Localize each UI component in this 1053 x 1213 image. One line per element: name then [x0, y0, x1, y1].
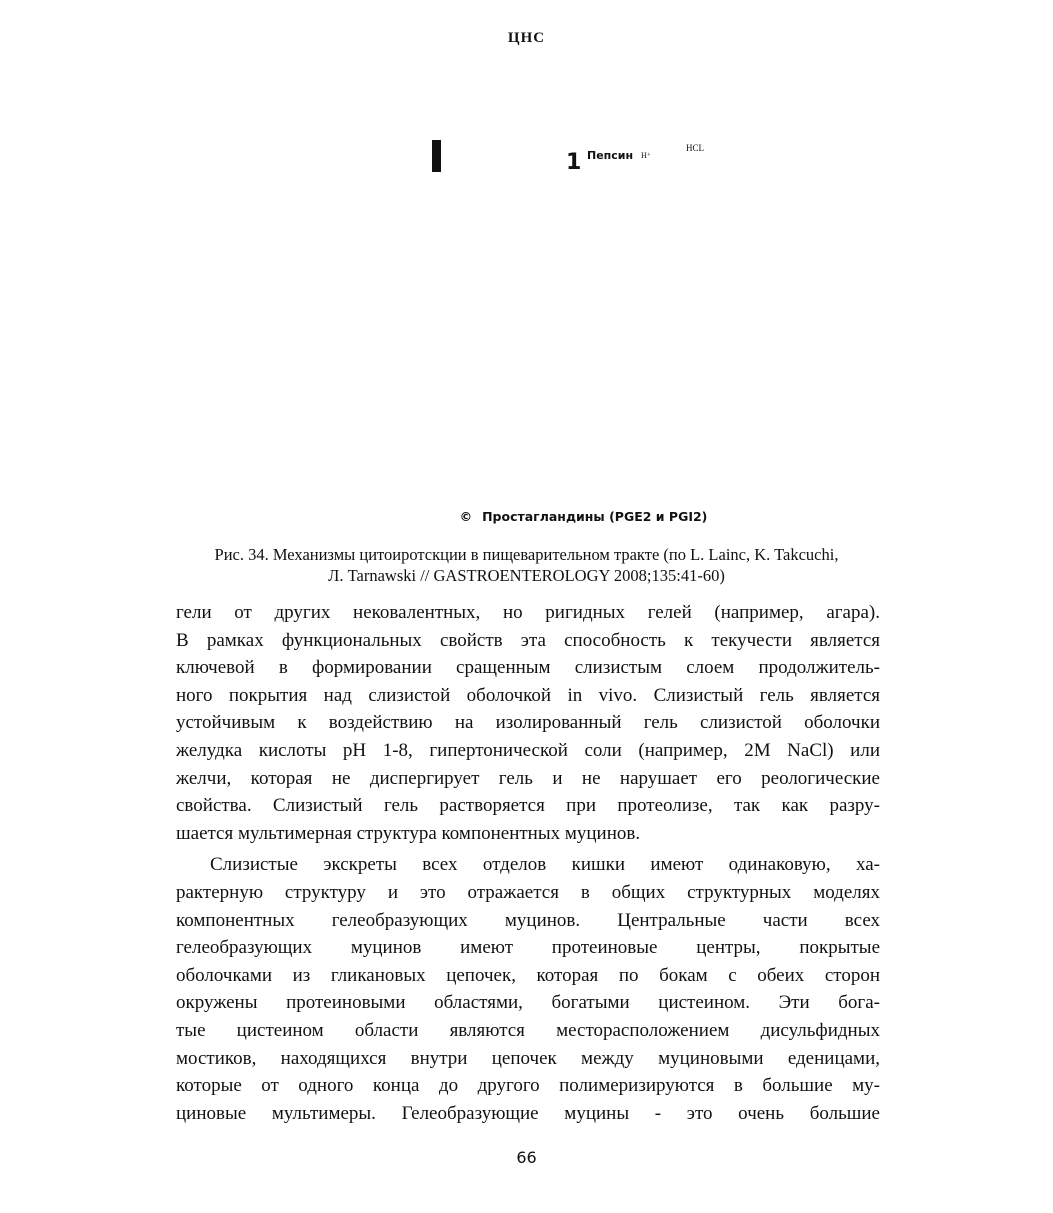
figure-label-pepsin: Пепсин: [587, 149, 634, 162]
text-line: рактерную структуру и это отражается в общих структурных моделях: [176, 881, 880, 903]
running-header: ЦНС: [507, 30, 546, 46]
text-line: ключевой в формировании сращенным слизистым слоем продолжитель-: [176, 657, 880, 679]
text-line: желудка кислоты pH 1-8, гипертонической соли (например, 2М NaCl) или: [176, 739, 880, 761]
prostaglandins-text: Простагландины (PGE2 и PGI2): [482, 509, 708, 524]
text-line: гелеобразующих муцинов имеют протеиновые центры, покрытые: [176, 937, 880, 959]
text-line: окружены протеиновыми областями, богатыми цистеином. Эти бога-: [176, 992, 880, 1014]
text-line: желчи, которая не диспергирует гель и не нарушает его реологические: [176, 767, 880, 789]
text-line: гели от других нековалентных, но ригидных гелей (например, агара).: [176, 602, 880, 623]
text-line: шается мультимерная структура компонентных муцинов.: [176, 822, 641, 844]
paragraph-2: [176, 851, 880, 1127]
text-line: свойства. Слизистый гель растворяется при протеолизе, так как разру-: [176, 795, 880, 817]
text-line: ного покрытия над слизистой оболочкой in vivo. Слизистый гель является: [176, 684, 880, 706]
figure-label-h-ion: Н⁺: [641, 151, 651, 160]
text-line: циновые мультимеры. Гелеобразующие муцины - это очень большие: [176, 1102, 880, 1124]
text-line: Слизистые экскреты всех отделов кишки имеют одинаковую, ха-: [210, 854, 880, 876]
text-line: компонентных гелеобразующих муцинов. Центральные части всех: [176, 909, 880, 931]
text-line: которые от одного конца до другого полимеризируются в большие му-: [176, 1075, 880, 1097]
page-number: 66: [516, 1148, 537, 1167]
figure-caption: [0, 544, 1053, 586]
figure-label-prostaglandins: [0, 509, 1053, 524]
caption-line: Рис. 34. Механизмы цитоиротскции в пищеварительном тракте (по L. Lainc, K. Takcuchi,: [214, 545, 839, 564]
caption-line: Л. Tarnawski // GASTROENTEROLOGY 2008;135:41-60): [328, 566, 725, 585]
text-line: тые цистеином области являются месторасположением дисульфидных: [176, 1019, 880, 1041]
body-text: [176, 599, 880, 1127]
figure-bar-mark: [432, 140, 441, 172]
copyright-icon: ©: [459, 509, 473, 524]
figure-marker-number: 1: [566, 150, 582, 175]
text-line: оболочками из гликановых цепочек, которая по бокам с обеих сторон: [176, 964, 880, 986]
paragraph-1: [176, 599, 880, 847]
text-line: В рамках функциональных свойств эта способность к текучести является: [176, 629, 880, 651]
text-line: мостиков, находящихся внутри цепочек между муциновыми еденицами,: [176, 1047, 880, 1069]
text-line: устойчивым к воздействию на изолированный гель слизистой оболочки: [176, 712, 880, 734]
figure-label-hcl: HCL: [686, 143, 704, 153]
